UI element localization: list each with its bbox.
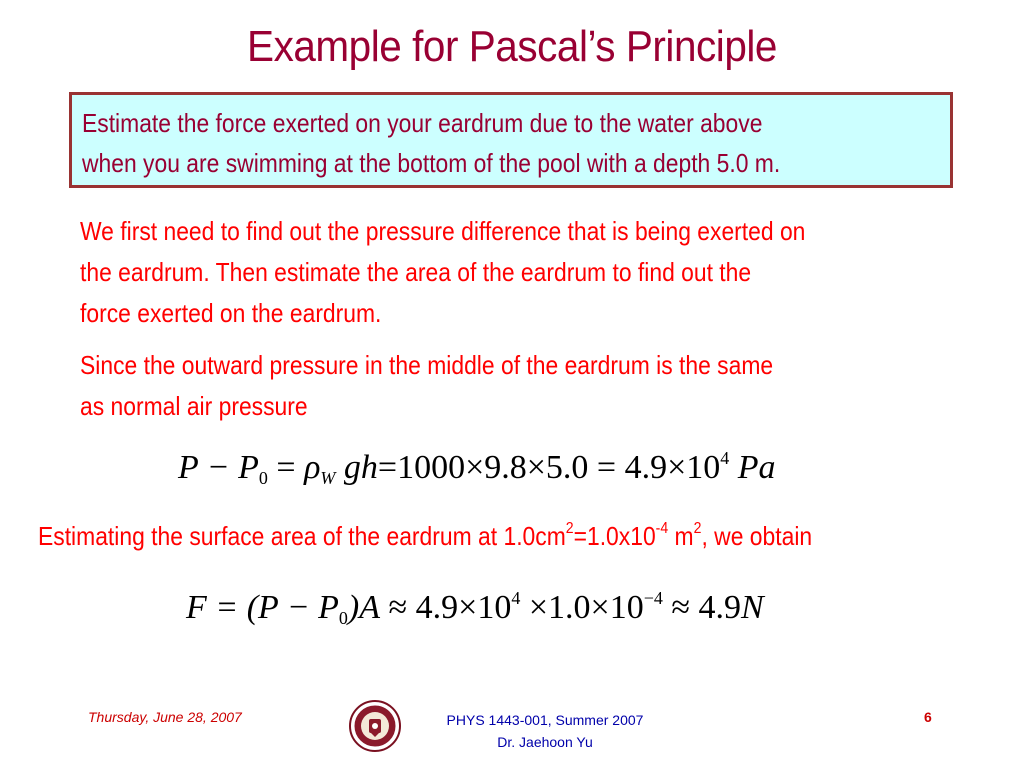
eq1-unit: Pa	[737, 449, 776, 486]
estimate-sup-2: -4	[655, 520, 669, 537]
eq2-unit: N	[741, 589, 764, 626]
eq2-lhs-sub: 0	[338, 608, 348, 628]
eq2-part-1: ≈ 4.9×10	[388, 589, 512, 626]
pressure-note-line-1: Since the outward pressure in the middle of the eardrum is the same	[80, 350, 774, 380]
pressure-note-line-2: as normal air pressure	[80, 391, 308, 421]
eq1-equals: =	[276, 449, 296, 486]
footer-date: Thursday, June 28, 2007	[88, 709, 242, 725]
estimate-text-4: , we obtain	[701, 521, 813, 551]
footer-course-name: PHYS 1443-001, Summer 2007	[446, 712, 644, 728]
problem-line-1: Estimate the force exerted on your eardrum due to the water above	[82, 108, 763, 138]
eq2-part-3: ≈ 4.9	[671, 589, 742, 626]
explanation-line-3: force exerted on the eardrum.	[80, 298, 382, 328]
eq1-rho: ρ	[304, 449, 321, 486]
estimate-text-2: =1.0x10	[573, 521, 656, 551]
eq1-gh: gh	[343, 449, 378, 486]
eq1-rhs: =1000×9.8×5.0 = 4.9×10	[377, 449, 721, 486]
eq2-lhs: F = (P − P	[186, 589, 339, 626]
university-seal-icon	[349, 700, 401, 752]
area-estimate-text	[38, 520, 812, 552]
eq1-rhs-sup: 4	[720, 448, 730, 468]
problem-statement-box	[69, 92, 953, 188]
eq1-rho-sub: W	[320, 468, 336, 488]
footer-page-number: 6	[924, 709, 932, 725]
eq2-sup-1: 4	[511, 588, 521, 608]
estimate-sup-3: 2	[693, 520, 702, 537]
eq2-lhs-end: )A	[347, 589, 380, 626]
eq2-sup-2: −4	[643, 588, 663, 608]
problem-line-2: when you are swimming at the bottom of the pool with a depth 5.0 m.	[82, 148, 781, 178]
explanation-line-2: the eardrum. Then estimate the area of the eardrum to find out the	[80, 257, 752, 287]
estimate-text-1: Estimating the surface area of the eardrum at 1.0cm	[38, 521, 566, 551]
force-equation	[186, 588, 764, 629]
eq1-lhs: P − P	[178, 449, 259, 486]
pressure-equation	[178, 448, 776, 489]
slide-title: Example for Pascal’s Principle	[247, 22, 777, 71]
footer-course	[400, 709, 690, 753]
footer-instructor: Dr. Jaehoon Yu	[497, 734, 593, 750]
estimate-text-3: m	[668, 521, 694, 551]
estimate-sup-1: 2	[565, 520, 574, 537]
explanation-line-1: We first need to find out the pressure difference that is being exerted on	[80, 216, 806, 246]
eq1-lhs-sub: 0	[258, 468, 268, 488]
eq2-part-2: ×1.0×10	[528, 589, 644, 626]
